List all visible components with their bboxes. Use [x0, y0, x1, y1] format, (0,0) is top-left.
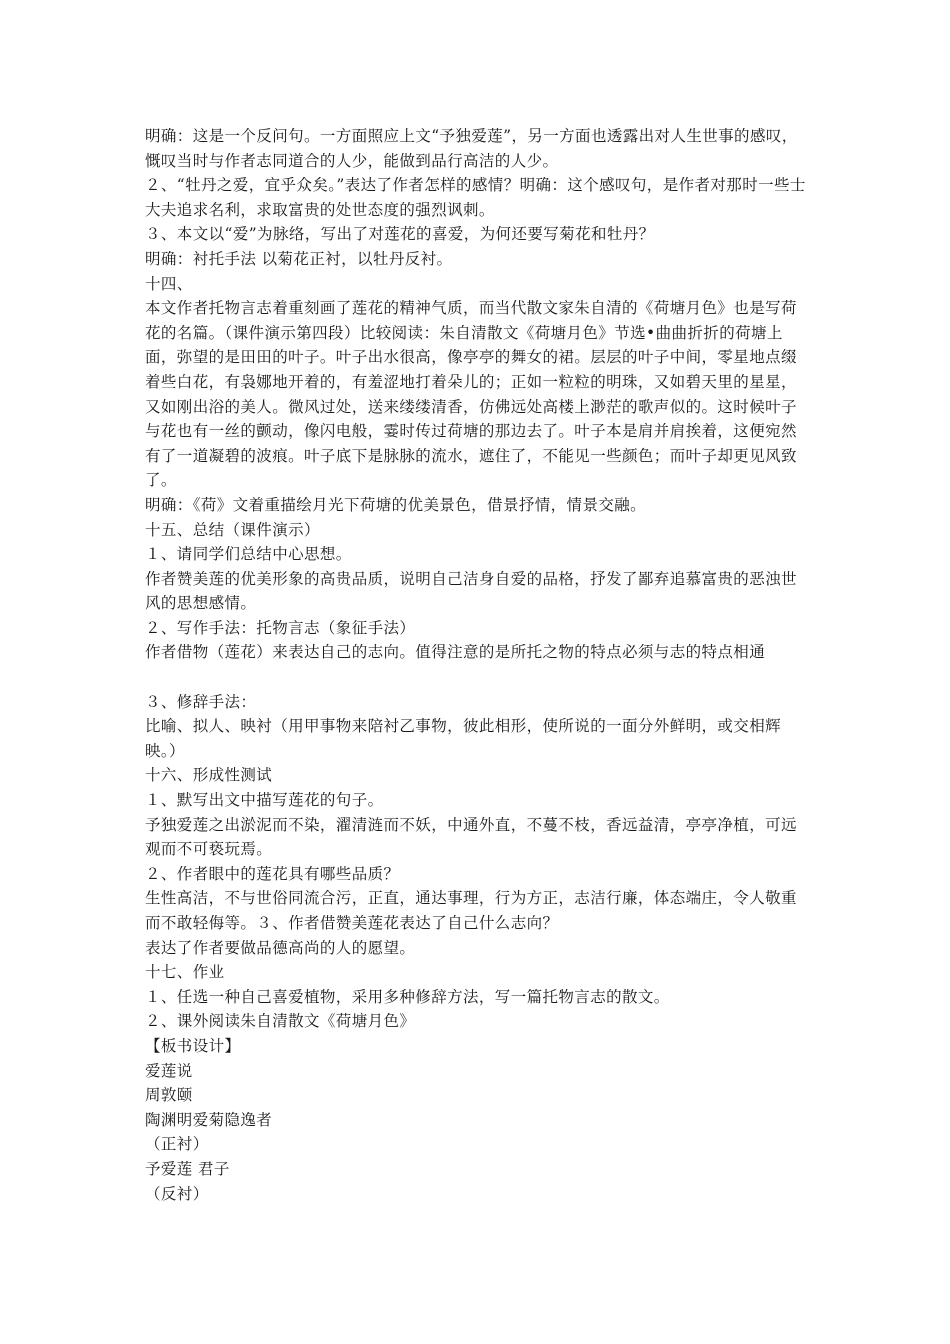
section-heading: 十四、 — [145, 274, 193, 293]
board-line: 爱莲说 — [145, 1061, 193, 1080]
board-line: 予爱莲 君子 — [145, 1159, 230, 1178]
board-line: 陶渊明爱菊隐逸者 — [145, 1110, 273, 1129]
paragraph: ２、“牡丹之爱，宜乎众矣。”表达了作者怎样的感情？明确：这个感叹句，是作者对那时一些士大夫追求名利，求取富贵的处世态度的强烈讽刺。 — [145, 176, 806, 219]
paragraph: 生性高洁，不与世俗同流合污，正直，通达事理，行为方正，志洁行廉，体态端庄，令人敬重而不敢轻侮等。３、作者借赞美莲花表达了自己什么志向？ — [145, 889, 797, 932]
paragraph: 比喻、拟人、映衬（用甲事物来陪衬乙事物，彼此相形，使所说的一面分外鲜明，或交相辉映。） — [145, 717, 782, 760]
board-line: （正衬） — [145, 1135, 209, 1154]
document-body — [145, 124, 810, 1206]
paragraph: ３、本文以“爱”为脉络，写出了对莲花的喜爱，为何还要写菊花和牡丹？ — [145, 225, 655, 244]
board-line: （反衬） — [145, 1184, 209, 1203]
paragraph: ２、课外阅读朱自清散文《荷塘月色》 — [145, 1012, 416, 1031]
board-line: 周敦颐 — [145, 1086, 193, 1105]
paragraph: 明确：衬托手法 以菊花正衬，以牡丹反衬。 — [145, 249, 453, 268]
paragraph: 明确：《荷》文着重描绘月光下荷塘的优美景色，借景抒情，情景交融。 — [145, 495, 647, 514]
paragraph: 本文作者托物言志着重刻画了莲花的精神气质，而当代散文家朱自清的《荷塘月色》也是写荷花的名篇。（课件演示第四段）比较阅读：朱自清散文《荷塘月色》节选•曲曲折折的荷塘上面，弥望的是田田的叶子。叶子出水很高，像亭亭的舞女的裙。层层的叶子中间，零星地点缀着些白花，有袅娜地开着的，有羞涩地打着朵儿的；正如一粒粒的明珠，又如碧天里的星星，又如刚出浴的美人。微风过处，送来缕缕清香，仿佛远处高楼上渺茫的歌声似的。这时候叶子与花也有一丝的颤动，像闪电般，霎时传过荷塘的那边去了。叶子本是肩并肩挨着，这便宛然有了一道凝碧的波痕。叶子底下是脉脉的流水，遮住了，不能见一些颜色；而叶子却更见风致了。 — [145, 299, 797, 490]
section-heading: 十五、总结（课件演示） — [145, 520, 320, 539]
paragraph: ３、修辞手法： — [145, 692, 257, 711]
paragraph: 明确：这是一个反问句。一方面照应上文“予独爱莲”，另一方面也透露出对人生世事的感叹，慨叹当时与作者志同道合的人少，能做到品行高洁的人少。 — [145, 127, 798, 170]
board-design-heading: 【板书设计】 — [145, 1036, 241, 1055]
paragraph: 予独爱莲之出淤泥而不染，濯清涟而不妖，中通外直，不蔓不枝，香远益清，亭亭净植，可远观而不可亵玩焉。 — [145, 815, 797, 859]
paragraph: ２、作者眼中的莲花具有哪些品质？ — [145, 864, 400, 883]
section-heading: 十六、形成性测试 — [145, 766, 273, 785]
paragraph: 表达了作者要做品德高尚的人的愿望。 — [145, 938, 416, 957]
paragraph: 作者借物（莲花）来表达自己的志向。值得注意的是所托之物的特点必须与志的特点相通 — [145, 643, 766, 662]
paragraph: １、任选一种自己喜爱植物，采用多种修辞方法，写一篇托物言志的散文。 — [145, 987, 670, 1006]
paragraph: 作者赞美莲的优美形象的高贵品质，说明自己洁身自爱的品格，抒发了鄙弃追慕富贵的恶浊世风的思想感情。 — [145, 569, 797, 613]
section-heading: 十七、作业 — [145, 963, 225, 982]
paragraph: １、请同学们总结中心思想。 — [145, 545, 352, 564]
paragraph: ２、写作手法：托物言志（象征手法） — [145, 618, 416, 637]
paragraph: １、默写出文中描写莲花的句子。 — [145, 791, 384, 810]
blank-line — [145, 665, 810, 690]
